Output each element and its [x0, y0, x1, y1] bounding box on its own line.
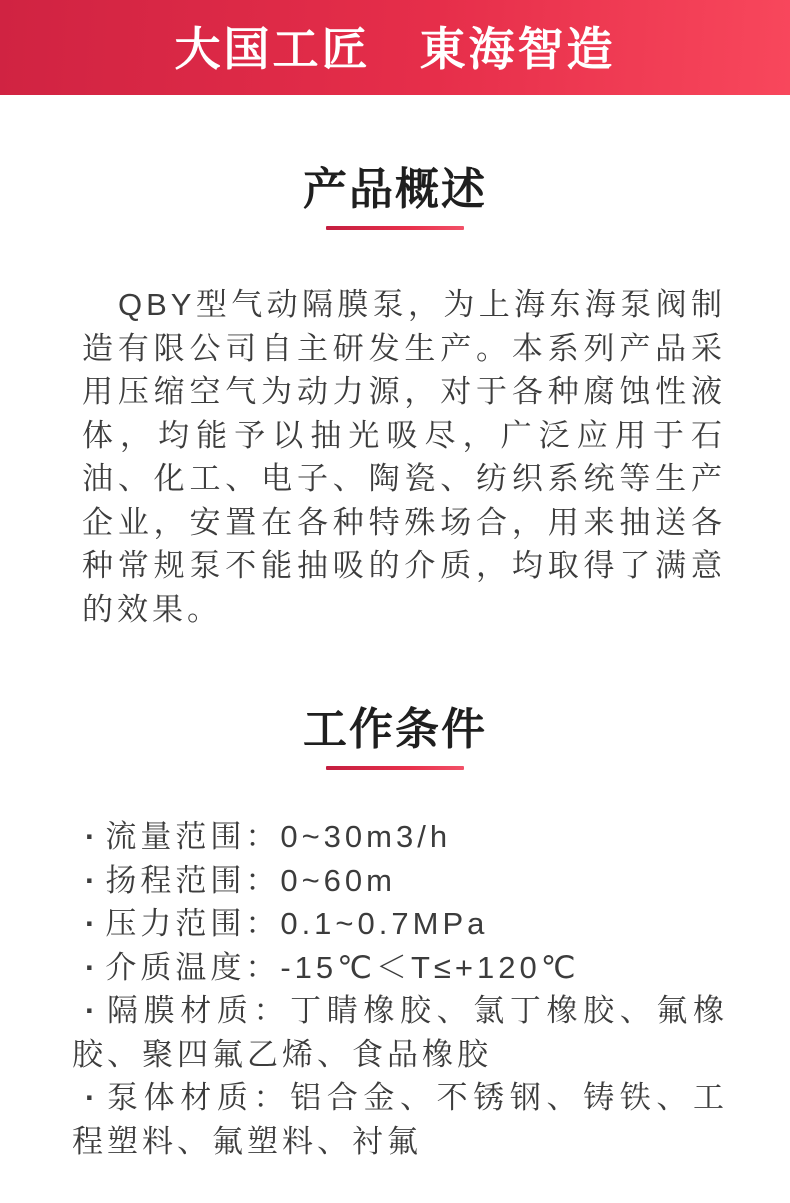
banner-title: 大国工匠 東海智造: [174, 22, 616, 75]
bullet-dot: ·: [85, 819, 100, 855]
bullet-dot: ·: [85, 1080, 100, 1116]
list-item-text: 压力范围：0.1~0.7MPa: [105, 906, 489, 942]
overview-heading: [0, 165, 790, 230]
conditions-section-title: 工作条件: [303, 705, 487, 755]
overview-section-title: 产品概述: [303, 165, 487, 214]
bullet-dot: ·: [85, 906, 100, 942]
list-item-pressure-range: [72, 902, 728, 946]
overview-paragraph: QBY型气动隔膜泵，为上海东海泵阀制造有限公司自主研发生产。本系列产品采用压缩空气为动力源，对于各种腐蚀性液体，均能予以抽光吸尽，广泛应用于石油、化工、电子、陶瓷、纺织系统等生产企业，安置在各种特殊场合，用来抽送各种常规泵不能抽吸的介质，均取得了满意的效果。: [82, 287, 726, 627]
list-item-text: 泵体材质：铝合金、不锈钢、铸铁、工程塑料、氟塑料、衬氟: [72, 1080, 728, 1159]
overview-section: [0, 165, 790, 631]
list-item-text: 隔膜材质：丁睛橡胶、氯丁橡胶、氟橡胶、聚四氟乙烯、食品橡胶: [72, 993, 728, 1072]
list-item-pump-body-material: [72, 1076, 728, 1163]
bullet-dot: ·: [85, 993, 100, 1029]
list-item-text: 扬程范围：0~60m: [105, 862, 396, 898]
top-banner: [0, 0, 790, 95]
list-item-medium-temperature: [72, 946, 728, 990]
overview-title-underline: [326, 226, 464, 230]
conditions-title-underline: [326, 766, 464, 770]
bullet-dot: ·: [85, 862, 100, 898]
list-item-text: 流量范围：0~30m3/h: [105, 819, 452, 855]
conditions-heading: [0, 705, 790, 770]
list-item-flow-range: [72, 815, 728, 859]
list-item-head-range: [72, 859, 728, 903]
bullet-dot: ·: [85, 949, 100, 985]
conditions-list: [72, 815, 728, 1163]
list-item-diaphragm-material: [72, 989, 728, 1076]
conditions-section: [0, 705, 790, 1163]
list-item-text: 介质温度：-15℃＜T≤+120℃: [105, 949, 580, 985]
